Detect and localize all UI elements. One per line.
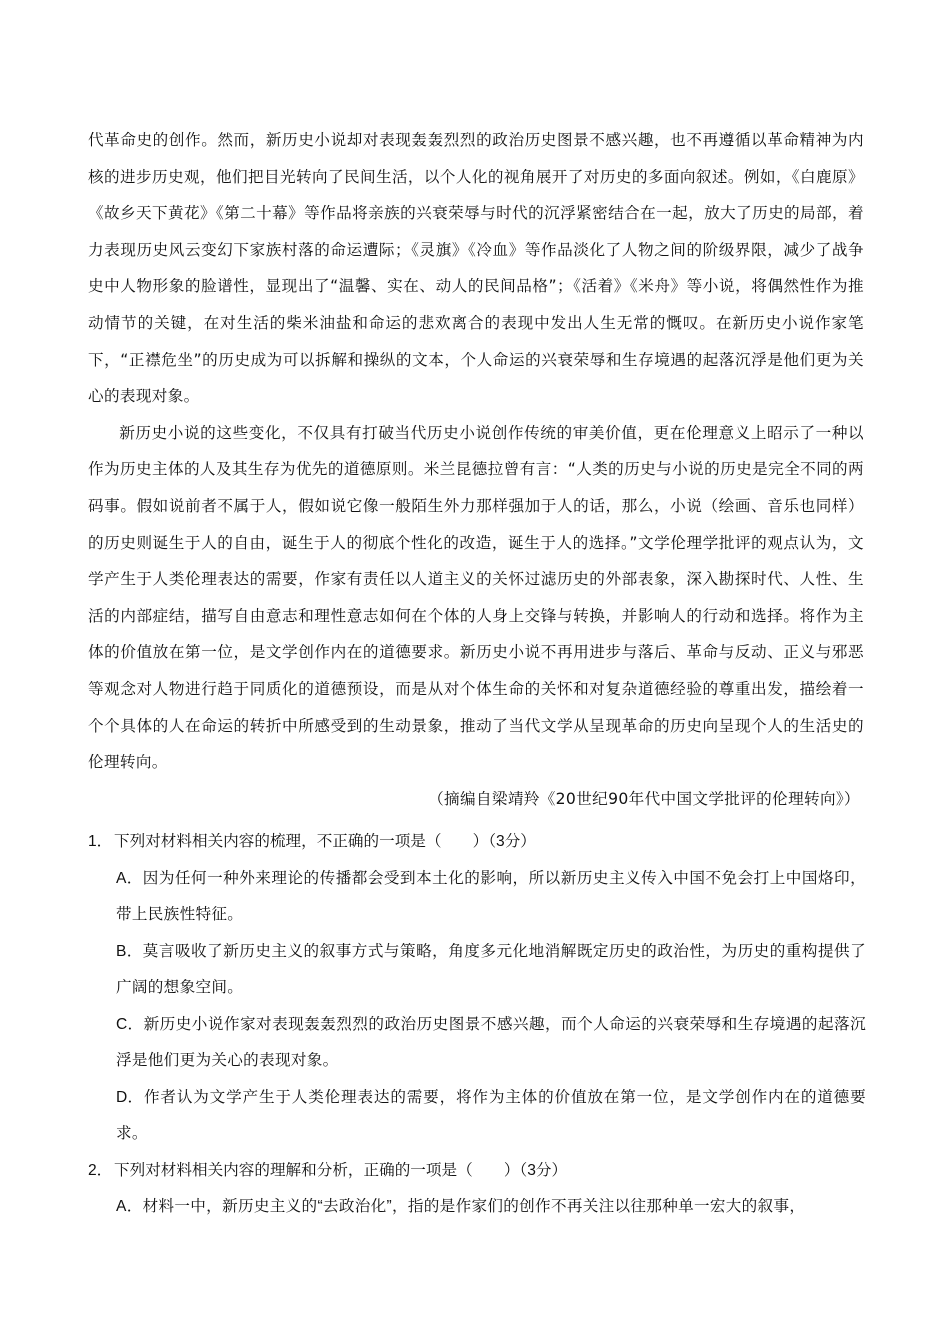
- question-text: 下列对材料相关内容的理解和分析，正确的一项是（ ）（3分）: [114, 1161, 568, 1179]
- question-number: 1．: [88, 833, 113, 850]
- option-text: 作者认为文学产生于人类伦理表达的需要，将作为主体的价值放在第一位，是文学创作内在的道德要求。: [116, 1088, 866, 1142]
- option-text: 莫言吸收了新历史主义的叙事方式与策略，角度多元化地消解既定历史的政治性，为历史的重构提供了广阔的想象空间。: [116, 942, 866, 996]
- option-letter: B．: [116, 942, 143, 960]
- option-letter: A．: [116, 1198, 143, 1215]
- option-text: 新历史小说作家对表现轰轰烈烈的政治历史图景不感兴趣，而个人命运的兴衰荣辱和生存境遇的起落沉浮是他们更为关心的表现对象。: [116, 1015, 866, 1069]
- option-letter: A．: [116, 869, 143, 887]
- passage-paragraph: 代革命史的创作。然而，新历史小说却对表现轰轰烈烈的政治历史图景不感兴趣，也不再遵循以革命精神为内核的进步历史观，他们把目光转向了民间生活，以个人化的视角展开了对历史的多面向叙述。例如，《白鹿原》《故乡天下黄花》《第二十幕》等作品将亲族的兴衰荣辱与时代的沉浮紧密结合在一起，放大了历史的局部，着力表现历史风云变幻下家族村落的命运遭际；《灵旗》《冷血》等作品淡化了人物之间的阶级界限，减少了战争史中人物形象的脸谱性，显现出了“温馨、实在、动人的民间品格”；《活着》《米舟》等小说，将偶然性作为推动情节的关键，在对生活的柴米油盐和命运的悲欢离合的表现中发出人生无常的慨叹。在新历史小说作家笔下，“正襟危坐”的历史成为可以拆解和操纵的文本，个人命运的兴衰荣辱和生存境遇的起落沉浮是他们更为关心的表现对象。: [88, 131, 864, 406]
- answer-option-a: [116, 1189, 866, 1226]
- passage-source: （摘编自梁靖羚《20世纪90年代中国文学批评的伦理转向》）: [428, 789, 860, 808]
- question-list: [88, 824, 866, 1226]
- answer-option-b: [116, 934, 866, 1007]
- question-stem: [88, 1153, 866, 1190]
- option-text: 材料一中，新历史主义的“去政治化”，指的是作家们的创作不再关注以往那种单一宏大的叙事，: [142, 1198, 806, 1215]
- reading-passage: [88, 122, 864, 817]
- question-2: [88, 1153, 866, 1226]
- option-text: 因为任何一种外来理论的传播都会受到本土化的影响，所以新历史主义传入中国不免会打上中国烙印，带上民族性特征。: [116, 869, 866, 923]
- option-letter: C．: [116, 1015, 144, 1033]
- answer-option-c: [116, 1007, 866, 1080]
- question-stem: [88, 824, 866, 861]
- passage-paragraph: 新历史小说的这些变化，不仅具有打破当代历史小说创作传统的审美价值，更在伦理意义上昭示了一种以作为历史主体的人及其生存为优先的道德原则。米兰昆德拉曾有言：“人类的历史与小说的历史是完全不同的两码事。假如说前者不属于人，假如说它像一般陌生外力那样强加于人的话，那么，小说（绘画、音乐也同样）的历史则诞生于人的自由，诞生于人的彻底个性化的改造，诞生于人的选择。”文学伦理学批评的观点认为，文学产生于人类伦理表达的需要，作家有责任以人道主义的关怀过滤历史的外部表象，深入勘探时代、人性、生活的内部症结，描写自由意志和理性意志如何在个体的人身上交锋与转换，并影响人的行动和选择。将作为主体的价值放在第一位，是文学创作内在的道德要求。新历史小说不再用进步与落后、革命与反动、正义与邪恶等观念对人物进行趋于同质化的道德预设，而是从对个体生命的关怀和对复杂道德经验的尊重出发，描绘着一个个具体的人在命运的转折中所感受到的生动景象，推动了当代文学从呈现革命的历史向呈现个人的生活史的伦理转向。: [88, 423, 864, 772]
- question-text: 下列对材料相关内容的梳理，不正确的一项是（ ）（3分）: [114, 833, 536, 850]
- question-1: [88, 824, 866, 1153]
- answer-option-d: [116, 1080, 866, 1153]
- question-number: 2．: [88, 1161, 113, 1179]
- answer-option-a: [116, 861, 866, 934]
- option-letter: D．: [116, 1088, 144, 1106]
